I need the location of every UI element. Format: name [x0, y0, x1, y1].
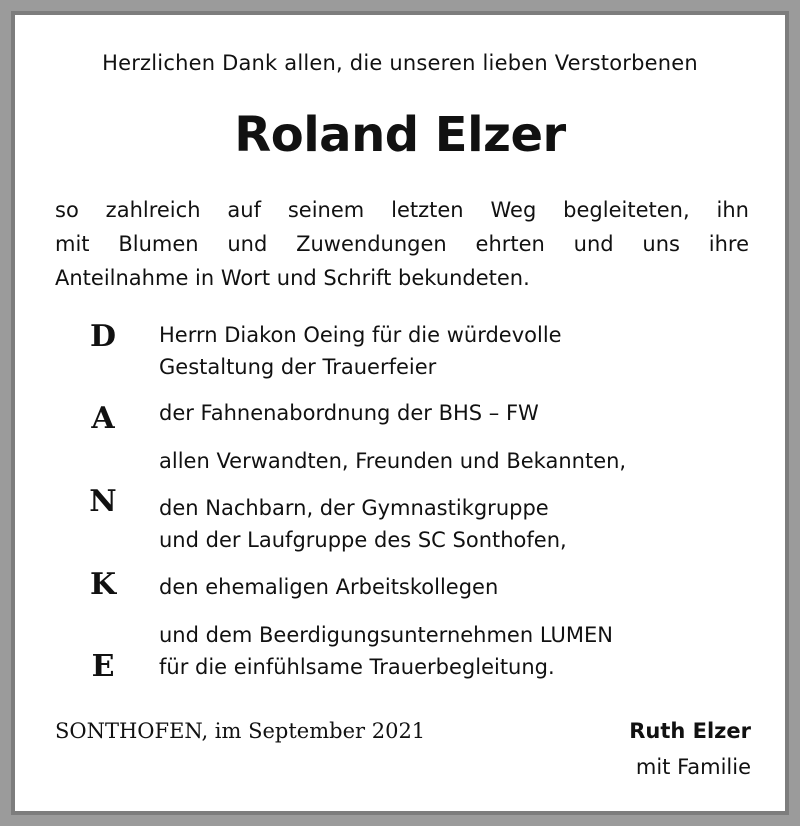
danke-letter-a: A [91, 401, 115, 436]
paragraph-line: Anteilnahme in Wort und Schrift bekundeten. [55, 266, 530, 290]
danke-letter-n: N [89, 484, 117, 519]
deceased-name: Roland Elzer [234, 107, 566, 163]
obituary-card [11, 11, 789, 815]
paragraph-line: so zahlreich auf seinem letzten Weg begleiteten, ihn [55, 198, 749, 222]
thanks-entry [159, 445, 759, 477]
entry-line: der Fahnenabordnung der BHS – FW [159, 401, 539, 425]
intro-text: Herzlichen Dank allen, die unseren lieben Verstorbenen [102, 51, 698, 75]
thanks-entry [159, 397, 759, 429]
entry-line: Herrn Diakon Oeing für die würdevolle [159, 323, 562, 347]
danke-letter-k: K [89, 567, 117, 602]
entry-line: und der Laufgruppe des SC Sonthofen, [159, 528, 567, 552]
place-date: SONTHOFEN, im September 2021 [55, 719, 426, 743]
signature-family: mit Familie [635, 755, 751, 779]
entry-line: allen Verwandten, Freunden und Bekannten, [159, 449, 627, 473]
danke-letter-d: D [89, 319, 116, 354]
thanks-entry [159, 319, 759, 383]
entry-line: für die einfühlsame Trauerbegleitung. [159, 655, 555, 679]
paragraph-line: mit Blumen und Zuwendungen ehrten und uns ihre [55, 232, 749, 256]
entry-line: den Nachbarn, der Gymnastikgruppe [159, 496, 549, 520]
thanks-paragraph [55, 193, 749, 295]
thanks-entry [159, 492, 759, 556]
thanks-entry [159, 619, 759, 683]
entry-line: den ehemaligen Arbeitskollegen [159, 575, 499, 599]
entry-line: und dem Beerdigungsunternehmen LUMEN [159, 623, 613, 647]
thanks-entry [159, 571, 759, 603]
entry-line: Gestaltung der Trauerfeier [159, 355, 437, 379]
signature-name: Ruth Elzer [629, 719, 751, 743]
card-content [15, 15, 785, 811]
danke-letter-e: E [91, 649, 115, 684]
